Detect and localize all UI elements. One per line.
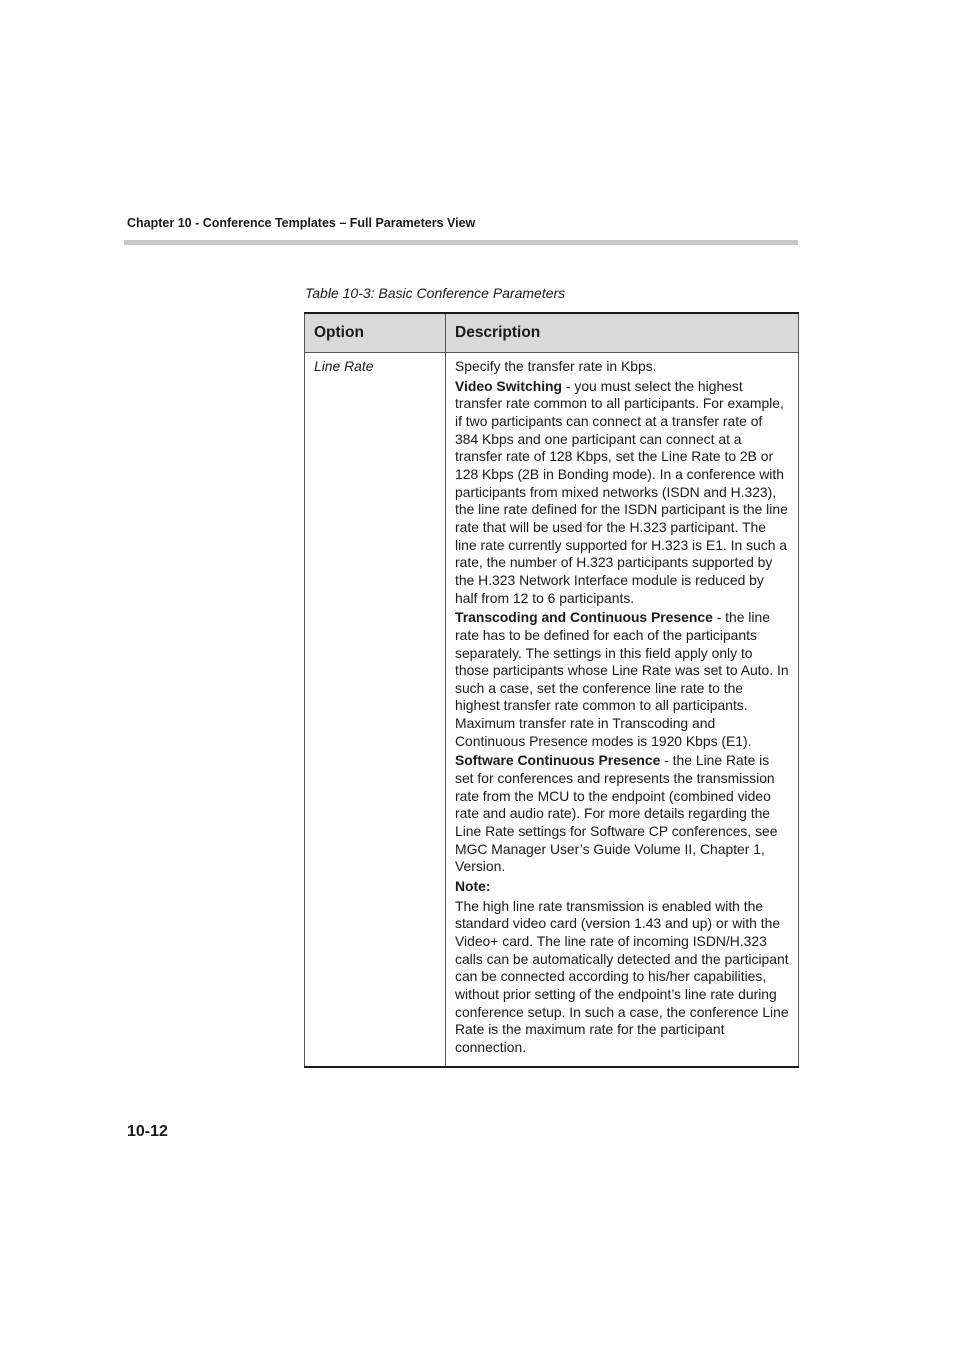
paragraph-text: The high line rate transmission is enabled with the standard video card (version 1.43 and up) or with the Video+ card. The line rate of incoming ISDN/H.323 calls can be automatically detected and the participant can be connected according to his/her capabilities, without prior setting of the endpoint’s line rate during conference setup. In such a case, the conference Line Rate is the maximum rate for the participant connection. — [455, 897, 789, 1055]
paragraph-text: - the line rate has to be defined for each of the participants separately. The settings in this field apply only to those participants whose Line Rate was set to Auto. In such a case, set the conference line rate to the highest transfer rate common to all participants. Maximum transfer rate in Transcoding and Continuous Presence modes is 1920 Kbps (E1). — [455, 609, 789, 749]
paragraph-heading: Video Switching — [455, 377, 563, 394]
table-caption: Table 10-3: Basic Conference Parameters — [305, 285, 566, 301]
running-header: Chapter 10 - Conference Templates – Full Parameters View — [127, 216, 476, 230]
parameters-table — [304, 312, 799, 1068]
description-paragraph — [455, 898, 789, 1057]
paragraph-heading: Transcoding and Continuous Presence — [455, 609, 713, 626]
option-cell: Line Rate — [305, 353, 446, 1067]
description-paragraph — [455, 752, 789, 876]
paragraph-text: - you must select the highest transfer rate common to all participants. For example, if two participants can connect at a transfer rate of 384 Kbps and one participant can connect at a transfer rate of 128 Kbps, set the Line Rate to 2B or 128 Kbps (2B in Bonding mode). In a conference with participants from mixed networks (ISDN and H.323), the line rate defined for the ISDN participant is the line rate that will be used for the H.323 participant. The line rate currently supported for H.323 is E1. In such a rate, the number of H.323 participants supported by the H.323 Network Interface module is reduced by half from 12 to 6 participants. — [455, 377, 788, 606]
paragraph-text: Specify the transfer rate in Kbps. — [455, 358, 657, 374]
description-paragraph — [455, 609, 789, 750]
paragraph-text: - the Line Rate is set for conferences and represents the transmission rate from the MCU to the endpoint (combined video rate and audio rate). For more details regarding the Line Rate settings for Software CP conferences, see MGC Manager User’s Guide Volume II, Chapter 1, Version. — [455, 752, 778, 875]
table-header-row — [305, 313, 799, 353]
page-number: 10-12 — [127, 1123, 168, 1140]
header-divider — [124, 240, 798, 245]
table-row — [305, 353, 799, 1067]
description-cell — [446, 353, 799, 1067]
column-header-description: Description — [446, 313, 799, 353]
description-paragraph — [455, 878, 789, 896]
paragraph-heading: Software Continuous Presence — [455, 752, 661, 769]
column-header-option: Option — [305, 313, 446, 353]
paragraph-heading: Note: — [455, 878, 491, 895]
description-paragraph — [455, 358, 789, 376]
description-paragraph — [455, 378, 789, 608]
